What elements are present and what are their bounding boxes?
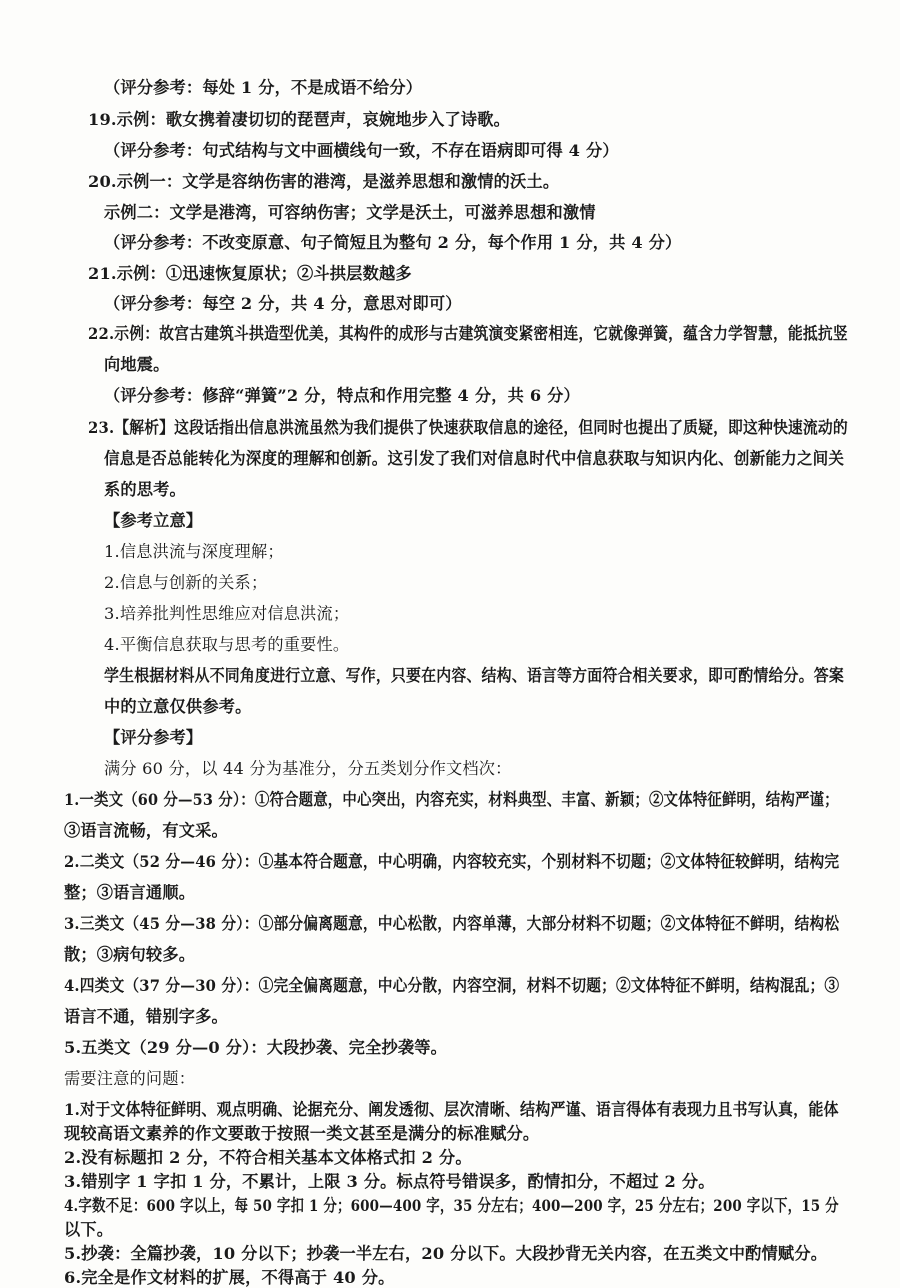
notes-heading: 需要注意的问题：	[64, 1069, 196, 1088]
theme-item: 1.信息洪流与深度理解；	[104, 542, 284, 561]
q23-analysis-cont: 信息是否总能转化为深度的理解和创新。这引发了我们对信息时代中信息获取与知识内化、创新能力之间关	[104, 449, 845, 468]
reference-theme-heading: 【参考立意】	[104, 511, 203, 530]
theme-item: 4.平衡信息获取与思考的重要性。	[104, 635, 350, 654]
grade-1-cont: ③语言流畅，有文采。	[64, 821, 228, 840]
note-3: 3.错别字 1 字扣 1 分，不累计，上限 3 分。标点符号错误多，酌情扣分，不超过 2 分。	[64, 1172, 715, 1191]
grade-5: 5.五类文（29 分—0 分）：大段抄袭、完全抄袭等。	[64, 1038, 448, 1057]
q23-analysis: 23.【解析】这段话指出信息洪流虽然为我们提供了快速获取信息的途径，但同时也提出了质疑，即这种快速流动的	[88, 418, 848, 437]
theme-item: 3.培养批判性思维应对信息洪流；	[104, 604, 350, 623]
theme-item: 2.信息与创新的关系；	[104, 573, 268, 592]
note-1: 1.对于文体特征鲜明、观点明确、论据充分、阐发透彻、层次清晰、结构严谨、语言得体有表现力且书写认真，能体	[64, 1100, 839, 1119]
grade-3-cont: 散；③病句较多。	[64, 945, 196, 964]
q21-scoring-note: （评分参考：每空 2 分，共 4 分，意思对即可）	[104, 294, 462, 313]
scoring-reference-heading: 【评分参考】	[104, 728, 203, 747]
q18-scoring-note: （评分参考：每处 1 分，不是成语不给分）	[104, 78, 423, 97]
q22-example-cont: 向地震。	[104, 355, 170, 374]
q21-example: 21.示例：①迅速恢复原状；②斗拱层数越多	[88, 264, 412, 283]
q20-example-2: 示例二：文学是港湾，可容纳伤害；文学是沃土，可滋养思想和激情	[104, 203, 596, 222]
theme-note-cont: 中的立意仅供参考。	[104, 697, 252, 716]
q19-example: 19.示例：歌女携着凄切切的琵琶声，哀婉地步入了诗歌。	[88, 110, 511, 129]
grade-4-cont: 语言不通，错别字多。	[64, 1007, 228, 1026]
note-1-cont: 现较高语文素养的作文要敢于按照一类文甚至是满分的标准赋分。	[64, 1124, 540, 1143]
grade-3: 3.三类文（45 分—38 分）：①部分偏离题意，中心松散，内容单薄，大部分材料不切题；②文体特征不鲜明，结构松	[64, 914, 840, 933]
grade-2: 2.二类文（52 分—46 分）：①基本符合题意，中心明确，内容较充实，个别材料不切题；②文体特征较鲜明，结构完	[64, 852, 840, 871]
grade-2-cont: 整；③语言通顺。	[64, 883, 196, 902]
q22-scoring-note: （评分参考：修辞“弹簧”2 分，特点和作用完整 4 分，共 6 分）	[104, 386, 580, 405]
note-4-cont: 以下。	[64, 1220, 114, 1239]
q23-analysis-cont: 系的思考。	[104, 480, 186, 499]
grade-4: 4.四类文（37 分—30 分）：①完全偏离题意，中心分散，内容空洞，材料不切题；②文体特征不鲜明，结构混乱；③	[64, 976, 840, 995]
q20-example-1: 20.示例一：文学是容纳伤害的港湾，是滋养思想和激情的沃土。	[88, 172, 560, 191]
scoring-intro: 满分 60 分，以 44 分为基准分，分五类划分作文档次：	[104, 759, 512, 778]
q22-example: 22.示例：故宫古建筑斗拱造型优美，其构件的成形与古建筑演变紧密相连，它就像弹簧，蕴含力学智慧，能抵抗竖	[88, 324, 848, 343]
q19-scoring-note: （评分参考：句式结构与文中画横线句一致，不存在语病即可得 4 分）	[104, 141, 619, 160]
theme-note: 学生根据材料从不同角度进行立意、写作，只要在内容、结构、语言等方面符合相关要求，即可酌情给分。答案	[104, 666, 844, 685]
grade-1: 1.一类文（60 分—53 分）：①符合题意，中心突出，内容充实，材料典型、丰富、新颖；②文体特征鲜明，结构严谨；	[64, 790, 839, 809]
note-5: 5.抄袭：全篇抄袭，10 分以下；抄袭一半左右，20 分以下。大段抄背无关内容，在五类文中酌情赋分。	[64, 1244, 828, 1263]
q20-scoring-note: （评分参考：不改变原意、句子简短且为整句 2 分，每个作用 1 分，共 4 分）	[104, 233, 682, 252]
note-6: 6.完全是作文材料的扩展，不得高于 40 分。	[64, 1268, 395, 1287]
note-2: 2.没有标题扣 2 分，不符合相关基本文体格式扣 2 分。	[64, 1148, 472, 1167]
note-4: 4.字数不足：600 字以上，每 50 字扣 1 分；600—400 字，35 分左右；400—200 字，25 分左右；200 字以下，15 分	[64, 1196, 839, 1215]
